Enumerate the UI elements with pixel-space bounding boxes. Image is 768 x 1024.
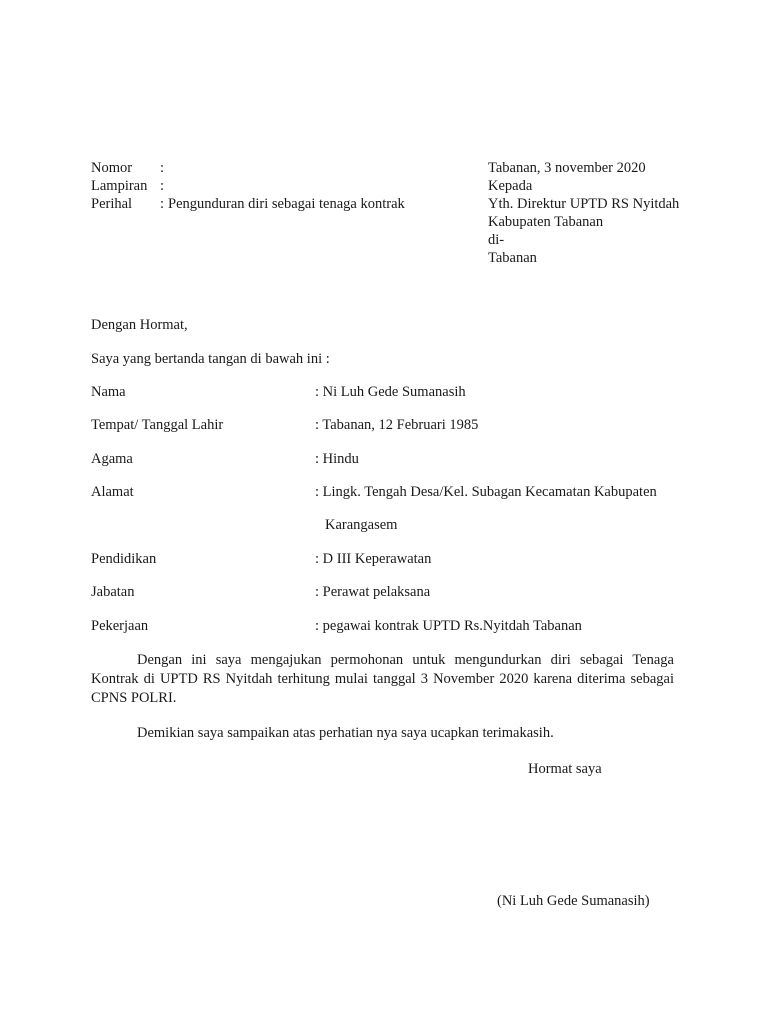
perihal-colon: : [160, 196, 165, 212]
jabatan-value: : Perawat pelaksana [315, 584, 431, 600]
recipient-line3: di- [488, 232, 505, 248]
recipient-line1: Yth. Direktur UPTD RS Nyitdah [488, 196, 680, 212]
pekerjaan-label: Pekerjaan [91, 618, 149, 634]
body-paragraph-2: Demikian saya sampaikan atas perhatian nya saya ucapkan terimakasih. [137, 725, 554, 741]
recipient-kepada: Kepada [488, 178, 533, 194]
alamat-value-2: Karangasem [325, 517, 398, 533]
agama-label: Agama [91, 451, 133, 467]
body-paragraph-1: Dengan ini saya mengajukan permohonan untuk mengundurkan diri sebagai Tenaga Kontrak di UPTD RS Nyitdah terhitung mulai tanggal 3 November 2020 karena diterima sebagai CPNS POLRI. [91, 652, 674, 706]
recipient-line4: Tabanan [488, 250, 537, 266]
salutation: Dengan Hormat, [91, 317, 188, 333]
lampiran-label: Lampiran [91, 178, 148, 194]
perihal-value: Pengunduran diri sebagai tenaga kontrak [168, 196, 405, 212]
recipient-line2: Kabupaten Tabanan [488, 214, 604, 230]
alamat-label: Alamat [91, 484, 134, 500]
pendidikan-label: Pendidikan [91, 551, 157, 567]
nama-label: Nama [91, 384, 126, 400]
lampiran-colon: : [160, 178, 165, 194]
alamat-value: : Lingk. Tengah Desa/Kel. Subagan Kecamatan Kabupaten [315, 484, 657, 500]
pendidikan-value: : D III Keperawatan [315, 551, 432, 567]
signer-name: (Ni Luh Gede Sumanasih) [497, 893, 650, 909]
ttl-value: : Tabanan, 12 Februari 1985 [315, 417, 479, 433]
pekerjaan-value: : pegawai kontrak UPTD Rs.Nyitdah Tabanan [315, 618, 582, 634]
closing-hormat: Hormat saya [528, 761, 602, 777]
place-date: Tabanan, 3 november 2020 [488, 160, 646, 176]
ttl-label: Tempat/ Tanggal Lahir [91, 417, 224, 433]
nama-value: : Ni Luh Gede Sumanasih [315, 384, 466, 400]
agama-value: : Hindu [315, 451, 359, 467]
jabatan-label: Jabatan [91, 584, 135, 600]
intro-line: Saya yang bertanda tangan di bawah ini : [91, 351, 330, 367]
nomor-label: Nomor [91, 160, 133, 176]
nomor-colon: : [160, 160, 165, 176]
perihal-label: Perihal [91, 196, 133, 212]
